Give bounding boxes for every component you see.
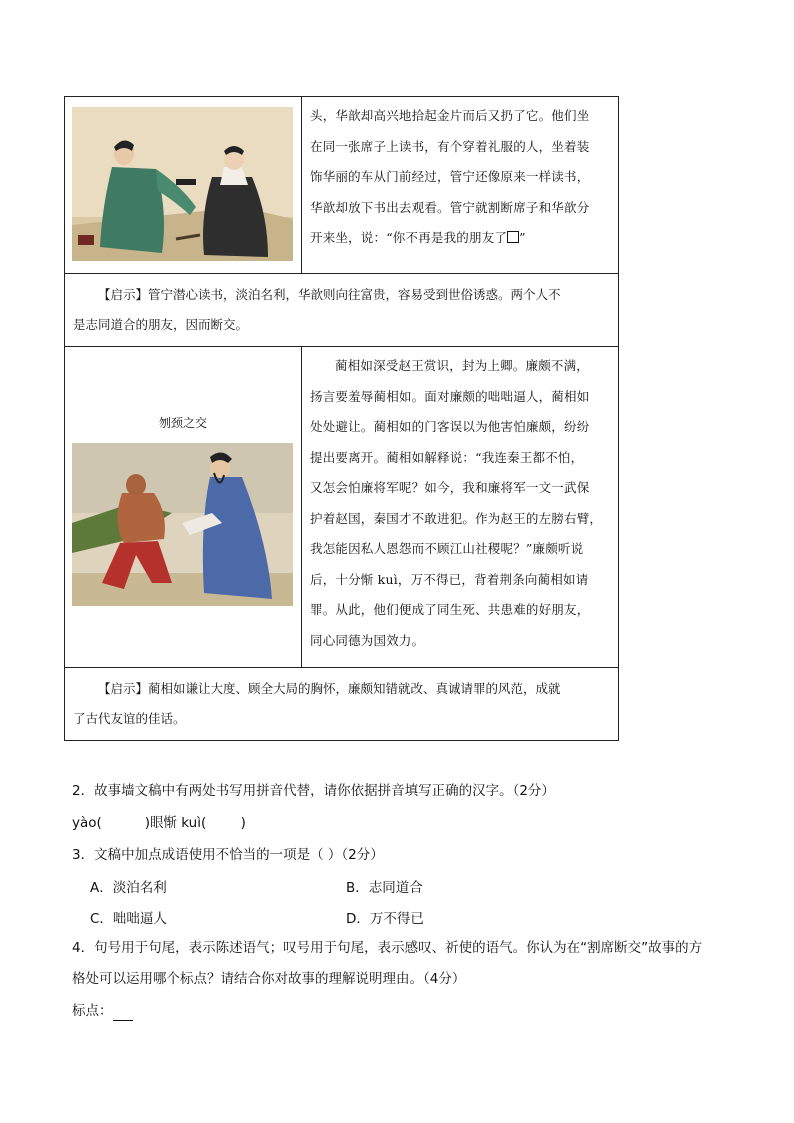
- story2-text-cell: [302, 347, 619, 668]
- question-3: 3．文稿中加点成语使用不恰当的一项是（ ）（2分）: [72, 847, 384, 863]
- closing-quote: ”: [519, 230, 526, 245]
- question-4-line2: 格处可以运用哪个标点？请结合你对故事的理解说明理由。（4分）: [72, 971, 466, 987]
- story1-text-cell: [302, 97, 619, 274]
- story2-line: 提出要离开。蔺相如解释说：“我连秦王都不怕，: [310, 449, 584, 465]
- story1-painting: [72, 107, 293, 261]
- option-a[interactable]: A．淡泊名利: [90, 880, 167, 896]
- insight-text: 管宁潜心读书，淡泊名利，华歆则向往富贵，容易受到世俗诱惑。两个人不: [148, 287, 561, 302]
- insight-tag: 【启示】: [98, 681, 149, 696]
- story1-image-cell: [65, 97, 302, 274]
- story1-line: 头，华歆却高兴地拾起金片而后又扔了它。他们坐: [310, 108, 590, 123]
- question-2-answer[interactable]: yào( )眼惭 kuì( ): [72, 815, 246, 831]
- story2-insight-cell: [65, 668, 619, 741]
- story1-insight: [65, 274, 618, 346]
- story2-line: 护着赵国，秦国才不敢进犯。作为赵王的左膀右臂，: [310, 510, 603, 526]
- story2-line: 蔺相如深受赵王赏识，封为上卿。廉颇不满，: [335, 358, 590, 373]
- insight-text: 了古代友谊的佳话。: [73, 711, 186, 726]
- insight-text: 蔺相如谦让大度、顾全大局的胸怀，廉颇知错就改、真诚请罪的风范，成就: [148, 681, 561, 696]
- story2-line: 后，十分惭 kuì，万不得已，背着荆条向蔺相如请: [310, 571, 589, 587]
- answer-label: 标点：: [72, 1003, 113, 1019]
- punctuation-blank-box[interactable]: [507, 231, 519, 243]
- story2-line: 我怎能因私人恩怨而不顾江山社稷呢？”廉颇听说: [310, 541, 584, 556]
- option-d[interactable]: D．万不得已: [346, 911, 424, 927]
- story2-line: 同心同德为国效力。: [310, 632, 425, 648]
- story2-text: [302, 347, 618, 656]
- insight-text: 是志同道合的朋友，因而断交。: [73, 317, 249, 332]
- story-table: [64, 96, 619, 741]
- story1-insight-cell: [65, 274, 619, 347]
- story2-line: 处处避让。蔺相如的门客误以为他害怕廉颇，纷纷: [310, 419, 590, 434]
- story2-painting: [72, 443, 293, 606]
- story2-line: 罪。从此，他们便成了同生死、共患难的好朋友，: [310, 602, 590, 617]
- story1-line: 在同一张席子上读书，有个穿着礼服的人，坐着装: [310, 138, 590, 154]
- story1-line: [310, 223, 610, 254]
- option-c[interactable]: C．咄咄逼人: [90, 911, 167, 927]
- story1-line: 饰华丽的车从门前经过，管宁还像原来一样读书，: [310, 169, 590, 184]
- story2-image-cell: [65, 347, 302, 668]
- story1-text: [302, 97, 618, 254]
- option-b[interactable]: B．志同道合: [346, 880, 423, 896]
- insight-tag: 【启示】: [98, 287, 149, 302]
- question-4-line1: 4．句号用于句尾，表示陈述语气；叹号用于句尾，表示感叹、祈使的语气。你认为在“割席断交”故事的方: [72, 940, 703, 956]
- story2-line: 扬言要羞辱蔺相如。面对廉颇的咄咄逼人，蔺相如: [310, 388, 590, 404]
- story2-insight: [65, 668, 618, 740]
- story2-line: 又怎会怕廉将军呢？如今，我和廉将军一文一武保: [310, 480, 590, 495]
- question-2: 2．故事墙文稿中有两处书写用拼音代替，请你依据拼音填写正确的汉字。（2分）: [72, 783, 555, 799]
- story2-caption: 刎颈之交: [158, 416, 207, 430]
- story1-line: 华歆却放下书出去观看。管宁就割断席子和华歆分: [310, 199, 590, 215]
- question-4-answer: [72, 1001, 133, 1021]
- story1-line-text: 开来坐，说：“你不再是我的朋友了: [310, 230, 508, 245]
- answer-blank[interactable]: [113, 1006, 133, 1021]
